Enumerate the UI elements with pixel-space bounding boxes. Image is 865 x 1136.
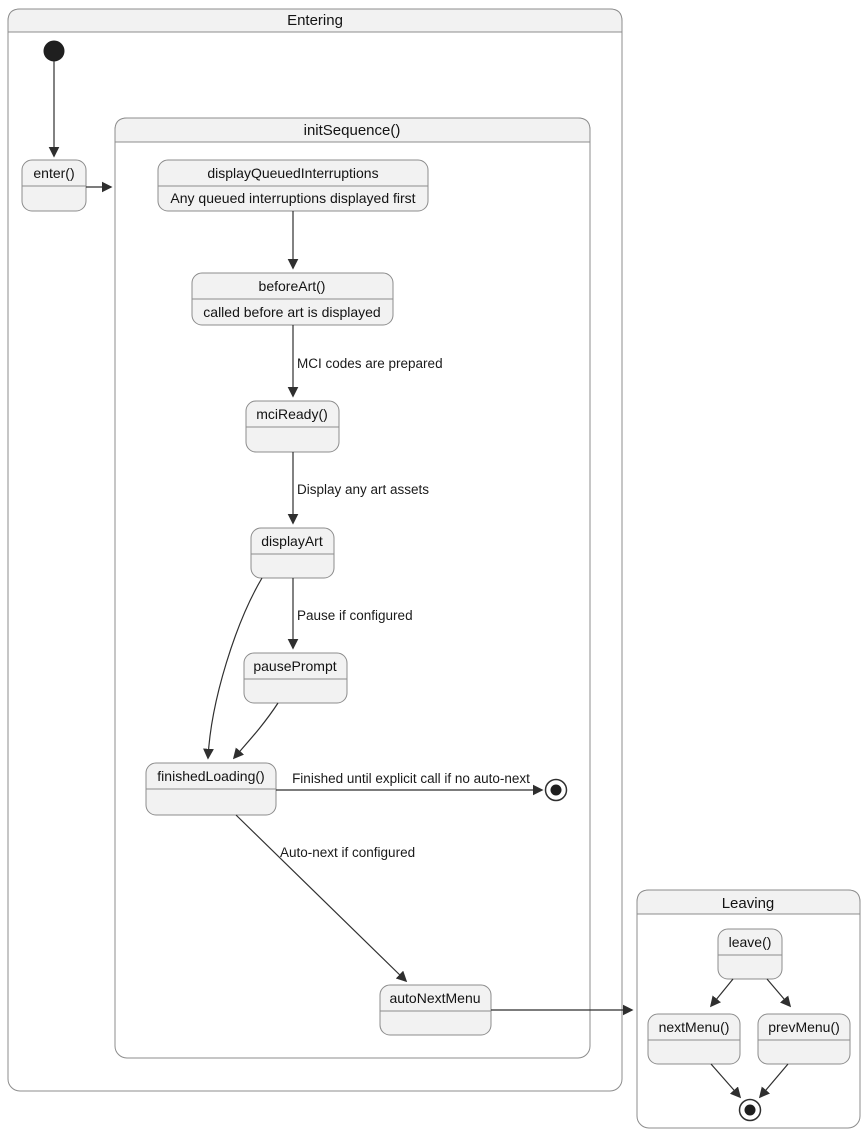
state-finished-loading-title: finishedLoading() xyxy=(157,768,265,784)
state-prev-menu xyxy=(758,1014,850,1064)
state-display-art xyxy=(251,528,334,578)
state-prev-menu-title: prevMenu() xyxy=(768,1019,840,1035)
state-enter-title: enter() xyxy=(33,165,75,181)
state-pause-prompt xyxy=(244,653,347,703)
state-display-art-title: displayArt xyxy=(261,533,323,549)
composite-state-leaving xyxy=(637,890,860,1128)
state-leave-title: leave() xyxy=(728,934,772,950)
state-enter xyxy=(22,160,86,211)
leaving-title: Leaving xyxy=(721,895,775,912)
edge-label-finished: Finished until explicit call if no auto-next xyxy=(292,771,530,786)
edge-label-display-assets: Display any art assets xyxy=(297,482,430,497)
state-mci-ready-title: mciReady() xyxy=(256,406,328,422)
edge-label-auto-next: Auto-next if configured xyxy=(280,845,416,860)
initial-state-icon xyxy=(44,41,64,61)
state-before-art xyxy=(192,273,393,325)
state-next-menu xyxy=(648,1014,740,1064)
state-auto-next-menu xyxy=(380,985,491,1035)
state-pause-prompt-title: pausePrompt xyxy=(253,658,337,674)
state-display-queued-interruptions-title: displayQueuedInterruptions xyxy=(207,165,379,181)
final-state-init-sequence-icon xyxy=(546,780,567,801)
state-before-art-title: beforeArt() xyxy=(258,278,326,294)
state-auto-next-menu-title: autoNextMenu xyxy=(389,990,481,1006)
state-before-art-note: called before art is displayed xyxy=(203,304,381,320)
state-leave xyxy=(718,929,782,979)
state-next-menu-title: nextMenu() xyxy=(658,1019,730,1035)
state-mci-ready xyxy=(246,401,339,452)
edge-label-pause: Pause if configured xyxy=(297,608,413,623)
init-sequence-container-box xyxy=(115,118,590,1058)
final-state-leaving-icon xyxy=(740,1100,761,1121)
init-sequence-title: initSequence() xyxy=(303,122,401,139)
leaving-container-box xyxy=(637,890,860,1128)
state-display-queued-interruptions xyxy=(158,160,428,211)
composite-state-init-sequence xyxy=(115,118,590,1058)
state-display-queued-interruptions-note: Any queued interruptions displayed first xyxy=(170,190,416,206)
edge-label-mci-codes: MCI codes are prepared xyxy=(297,356,443,371)
state-finished-loading xyxy=(146,763,276,815)
entering-title: Entering xyxy=(287,12,343,29)
